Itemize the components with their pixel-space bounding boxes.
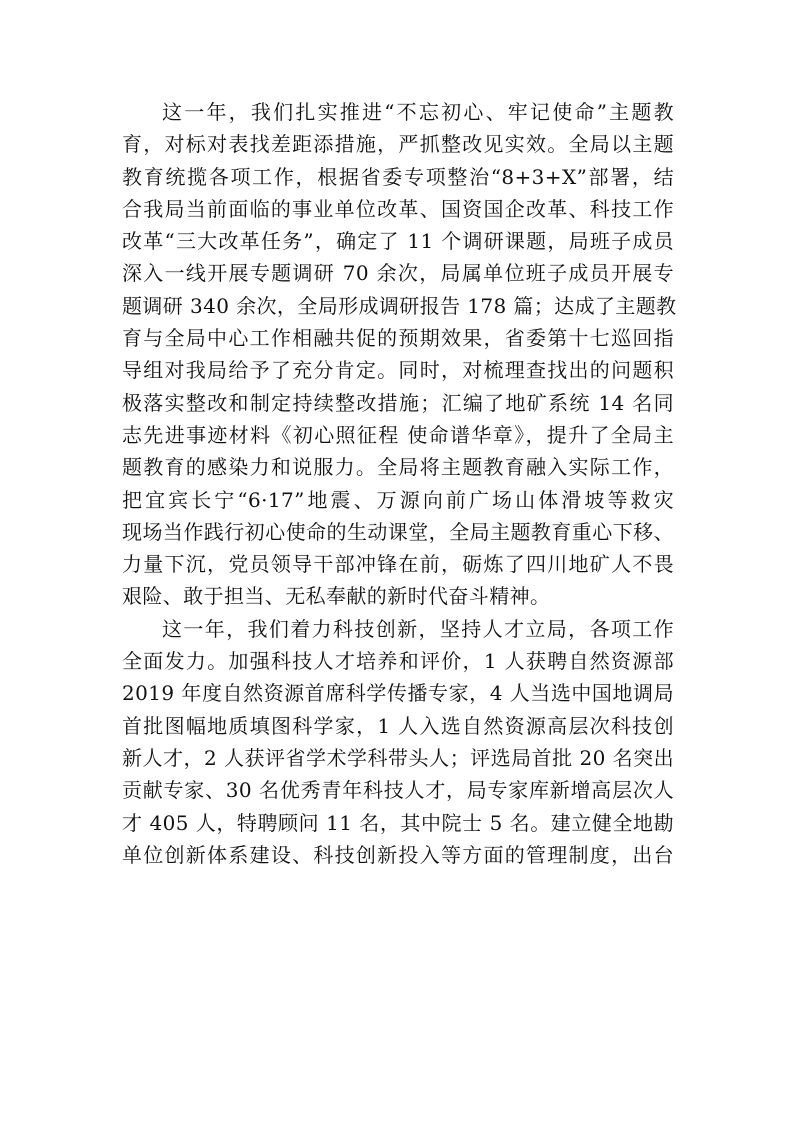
paragraph-theme-education <box>122 96 677 613</box>
text-line: 育与全局中心工作相融共促的预期效果，省委第十七巡回指 <box>122 326 674 351</box>
text-line: 题教育的感染力和说服力。全局将主题教育融入实际工作， <box>122 455 674 480</box>
paragraph-tech-innovation <box>122 613 674 871</box>
body-text <box>122 96 677 871</box>
text-line: 全面发力。加强科技人才培养和评价，1 人获聘自然资源部 <box>122 649 674 674</box>
text-line: 改革“三大改革任务”，确定了 11 个调研课题，局班子成员 <box>122 229 674 254</box>
text-line: 贡献专家、30 名优秀青年科技人才，局专家库新增高层次人 <box>122 778 674 803</box>
text-line: 深入一线开展专题调研 70 余次，局属单位班子成员开展专 <box>122 261 674 286</box>
text-line: 新人才，2 人获评省学术学科带头人；评选局首批 20 名突出 <box>122 745 674 770</box>
text-line: 导组对我局给予了充分肯定。同时，对梳理查找出的问题积 <box>122 358 674 383</box>
text-line: 志先进事迹材料《初心照征程 使命谱华章》，提升了全局主 <box>122 422 674 447</box>
text-line: 教育统揽各项工作，根据省委专项整治“8+3+X”部署，结 <box>122 164 674 189</box>
text-line: 这一年，我们着力科技创新，坚持人才立局，各项工作 <box>162 616 674 641</box>
text-line: 题调研 340 余次，全局形成调研报告 178 篇；达成了主题教 <box>122 293 677 318</box>
text-line: 单位创新体系建设、科技创新投入等方面的管理制度，出台 <box>122 842 674 867</box>
text-line: 现场当作践行初心使命的生动课堂，全局主题教育重心下移、 <box>122 519 674 544</box>
text-line: 首批图幅地质填图科学家，1 人入选自然资源高层次科技创 <box>122 713 674 738</box>
text-line: 才 405 人，特聘顾问 11 名，其中院士 5 名。建立健全地勘 <box>122 810 674 835</box>
text-line: 2019 年度自然资源首席科学传播专家，4 人当选中国地调局 <box>122 681 674 706</box>
text-line: 这一年，我们扎实推进“不忘初心、牢记使命”主题教 <box>162 100 674 124</box>
text-line: 极落实整改和制定持续整改措施；汇编了地矿系统 14 名同 <box>122 390 674 415</box>
text-line: 合我局当前面临的事业单位改革、国资国企改革、科技工作 <box>122 196 674 221</box>
text-line: 把宜宾长宁“6·17”地震、万源向前广场山体滑坡等救灾 <box>122 487 674 512</box>
text-line: 力量下沉，党员领导干部冲锋在前，砺炼了四川地矿人不畏 <box>122 552 674 577</box>
text-line: 育，对标对表找差距添措施，严抓整改见实效。全局以主题 <box>122 132 674 157</box>
text-line: 艰险、敢于担当、无私奉献的新时代奋斗精神。 <box>122 584 551 609</box>
